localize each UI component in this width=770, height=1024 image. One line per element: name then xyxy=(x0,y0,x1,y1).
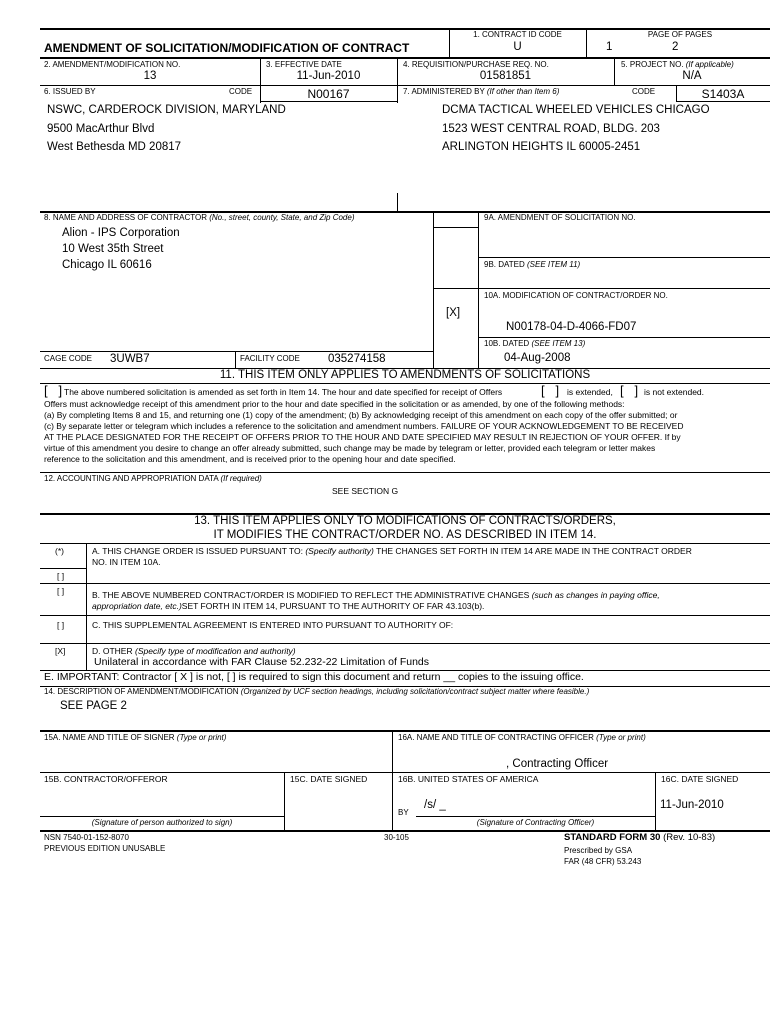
project-no-label: 5. PROJECT NO. (If applicable) xyxy=(621,60,734,69)
issued-by-label: 6. ISSUED BY xyxy=(44,87,96,96)
issued-by-code-value: N00167 xyxy=(307,87,350,101)
contractor-line-1: Alion - IPS Corporation xyxy=(62,227,180,239)
item-11-body-4: AT THE PLACE DESIGNATED FOR THE RECEIPT OF OFFERS PRIOR TO THE HOUR AND DATE SPECIFIED MAY RESULT IN REJECTION OF YOUR OFFER. If by xyxy=(44,432,681,442)
effective-date-value: 11-Jun-2010 xyxy=(296,70,361,82)
divider xyxy=(284,773,285,831)
effective-date-label: 3. EFFECTIVE DATE xyxy=(266,60,342,69)
item-12-value: SEE SECTION G xyxy=(332,486,399,496)
usa-label: 16B. UNITED STATES OF AMERICA xyxy=(398,774,539,784)
row-border xyxy=(40,351,433,352)
administered-by-code-label: CODE xyxy=(632,87,656,96)
prescribed-by: Prescribed by GSA xyxy=(564,846,633,855)
item-13-title-2: IT MODIFIES THE CONTRACT/ORDER NO. AS DESCRIBED IN ITEM 14. xyxy=(213,529,597,541)
issued-by-code-label: CODE xyxy=(229,87,253,96)
row-border xyxy=(40,85,770,86)
box-line xyxy=(433,227,478,228)
extended-text: is extended, xyxy=(567,387,613,397)
amendment-no-value: 13 xyxy=(143,70,157,82)
divider xyxy=(586,29,587,57)
row-border xyxy=(40,568,87,569)
code-box-line xyxy=(260,101,397,102)
item-13b-checkbox[interactable]: [ ] xyxy=(57,586,65,596)
requisition-no-value: 01581851 xyxy=(479,70,532,82)
divider xyxy=(397,193,398,211)
page-count: 2 xyxy=(672,41,679,53)
item-14-value: SEE PAGE 2 xyxy=(60,700,127,712)
item-12-label: 12. ACCOUNTING AND APPROPRIATION DATA (If required) xyxy=(44,474,262,483)
item-13a-mark: (*) xyxy=(55,546,64,556)
row-border xyxy=(40,772,770,773)
administered-by-line-3: ARLINGTON HEIGHTS IL 60005-2451 xyxy=(442,141,641,153)
facility-code-value: 035274158 xyxy=(328,353,386,365)
form-code: 30-105 xyxy=(384,833,409,842)
amendment-no-label: 2. AMENDMENT/MODIFICATION NO. xyxy=(44,60,181,69)
extended-checkbox[interactable]: [ ] xyxy=(541,383,560,398)
signature-line xyxy=(40,816,284,817)
item-9b-label: 9B. DATED (SEE ITEM 11) xyxy=(484,260,581,269)
cage-code-label: CAGE CODE xyxy=(44,354,93,363)
contractor-offeror-label: 15B. CONTRACTOR/OFFEROR xyxy=(44,774,168,784)
facility-code-label: FACILITY CODE xyxy=(240,354,300,363)
contract-id-label: 1. CONTRACT ID CODE xyxy=(473,30,562,39)
officer-name-label: 16A. NAME AND TITLE OF CONTRACTING OFFICER (Type or print) xyxy=(398,733,646,742)
divider xyxy=(392,731,393,831)
officer-name-value: , Contracting Officer xyxy=(506,758,609,770)
row-border xyxy=(40,615,770,616)
item-13d-checkbox[interactable]: [X] xyxy=(55,646,66,656)
divider xyxy=(86,544,87,670)
item-11-body-3: (c) By separate letter or telegram which includes a reference to the solicitation and amendment numbers. FAILURE OF YOUR ACKNOWLEDGEMENT TO BE RECEIVED xyxy=(44,421,684,431)
divider xyxy=(478,212,479,368)
item-11-body-6: reference to the solicitation and this amendment, and is received prior to the opening hour and date specified. xyxy=(44,454,456,464)
project-no-value: N/A xyxy=(682,70,702,82)
officer-date-label: 16C. DATE SIGNED xyxy=(661,774,739,784)
row-border xyxy=(478,257,770,258)
item-13c-checkbox[interactable]: [ ] xyxy=(57,620,65,630)
item-10a-label: 10A. MODIFICATION OF CONTRACT/ORDER NO. xyxy=(484,291,668,300)
administered-by-code-value: S1403A xyxy=(701,87,745,101)
divider xyxy=(433,212,434,368)
row-border xyxy=(40,383,770,384)
item-13-title-1: 13. THIS ITEM APPLIES ONLY TO MODIFICATIONS OF CONTRACTS/ORDERS, xyxy=(194,515,616,527)
row-border xyxy=(478,337,770,338)
signer-name-label: 15A. NAME AND TITLE OF SIGNER (Type or print) xyxy=(44,733,227,742)
administered-by-line-2: 1523 WEST CENTRAL ROAD, BLDG. 203 xyxy=(442,123,660,135)
by-label: BY xyxy=(398,808,409,817)
item-11-body-2: (a) By completing Items 8 and 15, and returning one (1) copy of the amendment; (b) By acknowledging receipt of this amendment on each copy of the offer submitted; or xyxy=(44,410,678,420)
officer-signature-caption: (Signature of Contracting Officer) xyxy=(476,818,595,827)
item-11-title: 11. THIS ITEM ONLY APPLIES TO AMENDMENTS OF SOLICITATIONS xyxy=(219,369,591,381)
row-border xyxy=(40,57,770,59)
contractor-label: 8. NAME AND ADDRESS OF CONTRACTOR (No., street, county, State, and Zip Code) xyxy=(44,213,355,222)
form-title: AMENDMENT OF SOLICITATION/MODIFICATION OF CONTRACT xyxy=(44,41,410,55)
item-13c-text: C. THIS SUPPLEMENTAL AGREEMENT IS ENTERED INTO PURSUANT TO AUTHORITY OF: xyxy=(92,620,454,630)
officer-signature: /s/ _ xyxy=(424,799,446,811)
item-10-checkbox[interactable]: [X] xyxy=(446,307,461,319)
item-13a-text: A. THIS CHANGE ORDER IS ISSUED PURSUANT TO: (Specify authority) THE CHANGES SET FORTH IN ITEM 14 ARE MADE IN THE CONTRACT ORDER xyxy=(92,546,692,556)
not-extended-text: is not extended. xyxy=(644,387,705,397)
standard-form-label: STANDARD FORM 30 (Rev. 10-83) xyxy=(564,832,716,843)
item-13a-line-2: NO. IN ITEM 10A. xyxy=(92,557,161,567)
item-13a-checkbox[interactable]: [ ] xyxy=(57,571,65,581)
issued-by-line-3: West Bethesda MD 20817 xyxy=(47,141,182,153)
contractor-line-3: Chicago IL 60616 xyxy=(62,259,152,271)
item-11-line-1: The above numbered solicitation is amended as set forth in Item 14. The hour and date specified for receipt of Offers xyxy=(64,387,503,397)
page-number: 1 xyxy=(606,41,613,53)
item-13d-text: D. OTHER (Specify type of modification and authority) xyxy=(92,646,296,656)
previous-edition-note: PREVIOUS EDITION UNUSABLE xyxy=(44,844,166,853)
contractor-line-2: 10 West 35th Street xyxy=(62,243,164,255)
item-13b-line-2: appropriation date, etc.)SET FORTH IN ITEM 14, PURSUANT TO THE AUTHORITY OF FAR 43.103(b). xyxy=(92,601,485,611)
row-border xyxy=(40,730,770,732)
row-border xyxy=(433,288,770,289)
administered-by-line-1: DCMA TACTICAL WHEELED VEHICLES CHICAGO xyxy=(442,104,710,116)
item-14-label: 14. DESCRIPTION OF AMENDMENT/MODIFICATION (Organized by UCF section headings, including solicitation/contract subject matter where feasible.) xyxy=(44,687,590,696)
item-10b-value: 04-Aug-2008 xyxy=(504,352,571,364)
item-e-text: E. IMPORTANT: Contractor [ X ] is not, [ ] is required to sign this document and return __ copies to the issuing office. xyxy=(44,671,584,683)
contractor-signature-caption: (Signature of person authorized to sign) xyxy=(91,818,233,827)
cage-code-value: 3UWB7 xyxy=(110,353,150,365)
solicitation-amended-checkbox[interactable]: [ ] xyxy=(44,383,63,398)
item-9a-label: 9A. AMENDMENT OF SOLICITATION NO. xyxy=(484,213,636,222)
contract-id-value: U xyxy=(513,41,522,53)
row-border xyxy=(40,583,770,584)
row-border xyxy=(40,472,770,473)
far-reference: FAR (48 CFR) 53.243 xyxy=(564,857,642,866)
row-border xyxy=(40,543,770,544)
nsn-number: NSN 7540-01-152-8070 xyxy=(44,833,129,842)
issued-by-line-1: NSWC, CARDEROCK DIVISION, MARYLAND xyxy=(47,104,286,116)
not-extended-checkbox[interactable]: [ ] xyxy=(620,383,639,398)
item-11-body-1: Offers must acknowledge receipt of this amendment prior to the hour and date specified in the solicitation or as amended, by one of the following methods: xyxy=(44,399,625,409)
divider xyxy=(676,86,677,102)
item-10a-value: N00178-04-D-4066-FD07 xyxy=(506,321,637,333)
row-border xyxy=(40,643,770,644)
contractor-date-label: 15C. DATE SIGNED xyxy=(290,774,368,784)
signature-line xyxy=(416,816,655,817)
administered-by-label: 7. ADMINISTERED BY (If other than Item 6) xyxy=(403,87,560,96)
divider xyxy=(655,773,656,831)
page-of-pages-label: PAGE OF PAGES xyxy=(647,30,713,39)
issued-by-line-2: 9500 MacArthur Blvd xyxy=(47,123,155,135)
item-10b-label: 10B. DATED (SEE ITEM 13) xyxy=(484,339,586,348)
officer-date-value: 11-Jun-2010 xyxy=(660,799,724,811)
item-13d-value: Unilateral in accordance with FAR Clause 52.232-22 Limitation of Funds xyxy=(94,656,430,668)
divider xyxy=(235,352,236,368)
code-box-line xyxy=(676,101,770,102)
item-11-body-5: virtue of this amendment you desire to change an offer already submitted, such change may be made by telegram or letter, provided each telegram or letter makes xyxy=(44,443,656,453)
item-13b-text: B. THE ABOVE NUMBERED CONTRACT/ORDER IS MODIFIED TO REFLECT THE ADMINISTRATIVE CHANGES (such as changes in paying office, xyxy=(92,590,660,600)
requisition-no-label: 4. REQUISITION/PURCHASE REQ. NO. xyxy=(403,60,549,69)
